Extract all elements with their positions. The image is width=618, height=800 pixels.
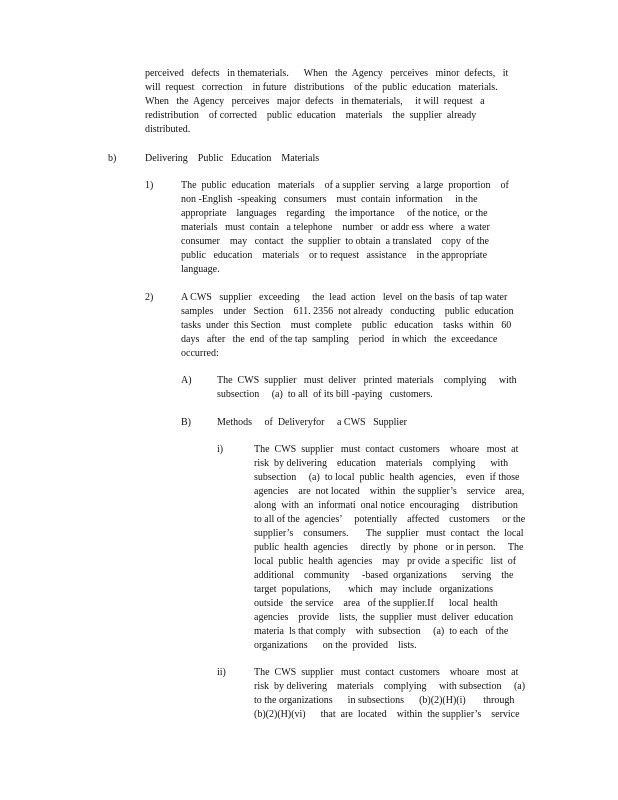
item-b-title: Methods of Deliveryfor a CWS Supplier — [217, 417, 407, 428]
intro-paragraph — [145, 67, 508, 137]
text-line: language. — [181, 264, 220, 275]
item-b-label: B) — [181, 417, 191, 428]
item-i-label: i) — [217, 444, 224, 455]
text-line: risk by delivering education materials complying with — [254, 458, 509, 469]
text-line: agencies provide lists, the supplier must deliver education — [254, 612, 514, 623]
text-line: along with an informati onal notice encouraging distribution — [254, 500, 518, 511]
text-line: days after the end of the tap sampling period in which the exceedance — [181, 334, 498, 345]
text-line: outside the service area of the supplier.If local health — [254, 598, 498, 609]
text-line: target populations, which may include organizations — [254, 584, 494, 595]
section-b-label: b) — [108, 153, 117, 164]
text-line: risk by delivering materials complying with subsection (a) — [254, 681, 526, 692]
text-line: The CWS supplier must contact customers whoare most at — [254, 667, 519, 678]
text-line: A CWS supplier exceeding the lead action level on the basis of tap water — [181, 292, 508, 303]
item-ii-paragraph — [254, 666, 525, 722]
text-line: The public education materials of a supplier serving a large proportion of — [181, 180, 509, 191]
text-line: will request correction in future distributions of the public education materials. — [145, 82, 498, 93]
text-line: perceived defects in thematerials. When the Agency perceives minor defects, it — [145, 68, 509, 79]
item-1-label: 1) — [145, 180, 154, 191]
text-line: (b)(2)(H)(vi) that are located within the supplier’s service — [254, 709, 520, 720]
text-line: materials must contain a telephone number or addr ess where a water — [181, 222, 490, 233]
text-line: consumer may contact the supplier to obtain a translated copy of the — [181, 236, 489, 247]
item-a-paragraph — [217, 374, 517, 402]
text-line: The CWS supplier must deliver printed materials complying with — [217, 375, 517, 386]
text-line: supplier’s consumers. The supplier must contact the local — [254, 528, 524, 539]
section-b-title: Delivering Public Education Materials — [145, 153, 320, 164]
text-line: appropriate languages regarding the importance of the notice, or the — [181, 208, 488, 219]
text-line: redistribution of corrected public education materials the supplier already — [145, 110, 477, 121]
text-line: materia ls that comply with subsection (a) to each of the — [254, 626, 509, 637]
text-line: samples under Section 611. 2356 not already conducting public education — [181, 306, 514, 317]
item-ii-label: ii) — [217, 667, 226, 678]
text-line: public health agencies directly by phone or in person. The — [254, 542, 524, 553]
text-line: additional community -based organizations serving the — [254, 570, 514, 581]
text-line: non -English -speaking consumers must contain information in the — [181, 194, 478, 205]
item-a-label: A) — [181, 375, 192, 386]
text-line: subsection (a) to all of its bill -paying customers. — [217, 389, 433, 400]
text-line: When the Agency perceives major defects in thematerials, it will request a — [145, 96, 485, 107]
text-line: organizations on the provided lists. — [254, 640, 417, 651]
text-line: distributed. — [145, 124, 191, 135]
text-line: local public health agencies may pr ovide a specific list of — [254, 556, 517, 567]
text-line: public education materials or to request assistance in the appropriate — [181, 250, 488, 261]
text-line: tasks under this Section must complete public education tasks within 60 — [181, 320, 512, 331]
text-line: The CWS supplier must contact customers whoare most at — [254, 444, 519, 455]
item-1-paragraph — [181, 179, 509, 277]
item-2-label: 2) — [145, 292, 154, 303]
text-line: occurred: — [181, 348, 219, 359]
item-i-paragraph — [254, 443, 525, 653]
text-line: agencies are not located within the supplier’s service area, — [254, 486, 525, 497]
text-line: subsection (a) to local public health agencies, even if those — [254, 472, 520, 483]
text-line: to all of the agencies’ potentially affected customers or the — [254, 514, 526, 525]
item-2-paragraph — [181, 291, 514, 361]
text-line: to the organizations in subsections (b)(2)(H)(i) through — [254, 695, 515, 706]
